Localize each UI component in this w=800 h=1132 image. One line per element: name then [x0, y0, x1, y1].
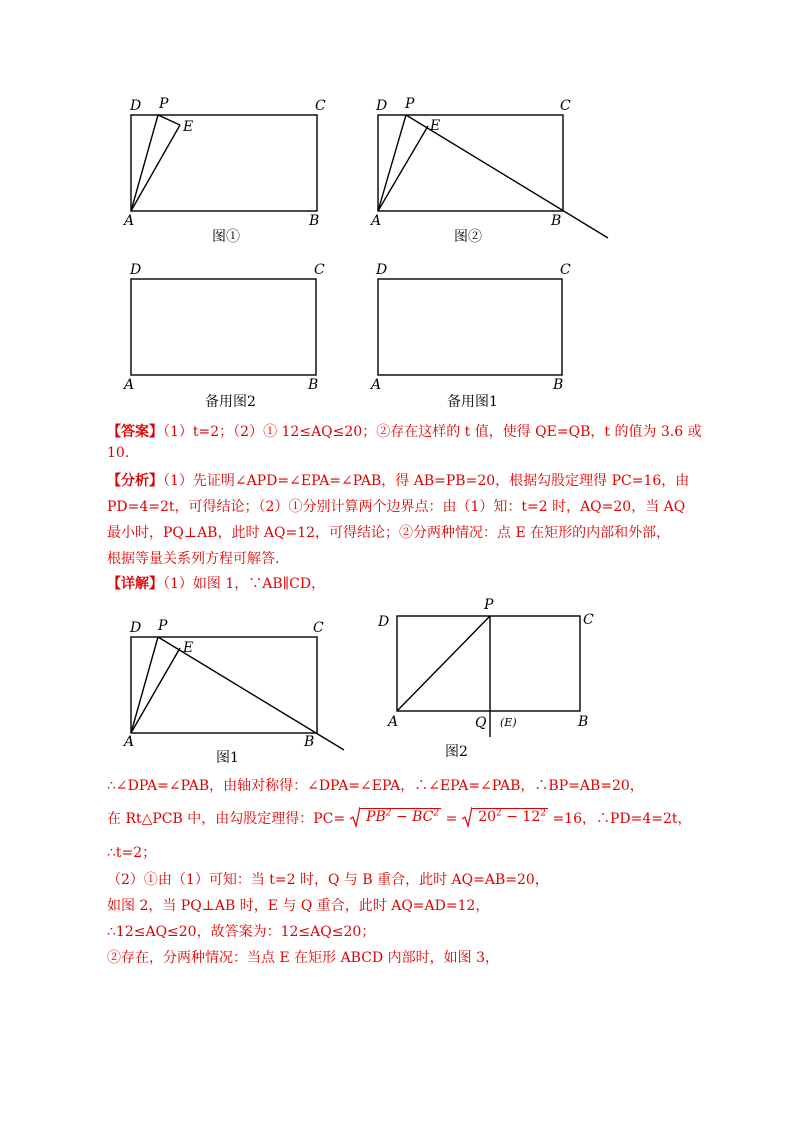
- caption-detail2: 图2: [445, 744, 468, 760]
- figure-2: [369, 96, 608, 245]
- detail-figure-1: [122, 618, 344, 766]
- analysis-tag: 【分析】: [107, 473, 163, 489]
- caption-fig2: 图②: [454, 229, 482, 245]
- segment-ae: [378, 126, 428, 211]
- label-b: B: [551, 213, 562, 229]
- sqrt1-exp1: 2: [385, 808, 392, 819]
- detail-intro-line: [107, 573, 325, 593]
- label-e: E: [183, 119, 194, 135]
- segment-ap: [131, 637, 158, 733]
- segment-ap: [131, 115, 158, 211]
- detail-step-4: （2）①由（1）可知：当 t=2 时，Q 与 B 重合，此时 AQ=AB=20，: [107, 872, 549, 888]
- label-c: C: [560, 98, 571, 114]
- label-d: D: [130, 98, 142, 114]
- rect-abcd: [378, 279, 562, 375]
- analysis-line-4: 根据等量关系列方程可解答.: [107, 551, 280, 567]
- answer-tag: 【答案】: [107, 424, 163, 440]
- sqrt1-base1: PB: [366, 809, 386, 825]
- figure-1: [122, 96, 326, 245]
- sqrt2-base1: 20: [478, 809, 497, 825]
- answer-text-1: （1）t=2；（2）① 12≤AQ≤20；②存在这样的 t 值，使得 QE=QB，t 的值为 3.6 或: [163, 424, 702, 440]
- segment-pe: [158, 115, 180, 125]
- segment-ae: [131, 648, 180, 733]
- label-e: E: [430, 118, 441, 134]
- caption-fig1: 图①: [212, 229, 240, 245]
- sqrt2-exp1: 2: [496, 808, 502, 819]
- label-a: A: [388, 714, 399, 730]
- detail-step-2: [107, 808, 692, 830]
- label-d: D: [378, 614, 390, 630]
- sqrt2-minus: −: [506, 809, 518, 825]
- sqrt1-base2: BC: [412, 809, 434, 825]
- detail-tag: 【详解】: [107, 576, 163, 592]
- spare-figure-2: [122, 262, 325, 410]
- label-d: D: [130, 620, 142, 636]
- label-p: P: [484, 597, 494, 613]
- analysis-line-2: PD=4=2t，可得结论；（2）①分别计算两个边界点：由（1）知：t=2 时，AQ=20，当 AQ: [107, 499, 686, 515]
- sqrt1-minus: −: [395, 809, 408, 825]
- label-a: A: [371, 377, 382, 393]
- radical-sign: [462, 806, 472, 828]
- rect-abcd: [131, 279, 316, 375]
- label-c: C: [314, 262, 325, 278]
- segment-ap: [378, 115, 406, 211]
- sqrt2-exp2: 2: [540, 808, 546, 819]
- sqrt1-exp2: 2: [433, 808, 440, 819]
- radical-sign: [350, 806, 360, 828]
- step2-suffix: =16，∴PD=4=2t，: [552, 811, 692, 827]
- step2-prefix: 在 Rt△PCB 中，由勾股定理得：PC=: [107, 811, 346, 827]
- label-a: A: [371, 213, 382, 229]
- analysis-line-3: 最小时，PQ⊥AB，此时 AQ=12，可得结论；②分两种情况：点 E 在矩形的内部和外部，: [107, 525, 671, 541]
- caption-spare2: 备用图2: [205, 394, 256, 410]
- label-b: B: [308, 377, 319, 393]
- segment-ae: [131, 125, 180, 211]
- segment-ap: [397, 616, 490, 711]
- label-e: (E): [500, 716, 517, 729]
- answer-line-2: 10.: [107, 445, 130, 461]
- detail-figure-2: [377, 597, 594, 760]
- label-p: P: [158, 618, 168, 634]
- label-b: B: [553, 377, 564, 393]
- label-d: D: [376, 262, 388, 278]
- caption-detail1: 图1: [216, 750, 239, 766]
- detail-step-5: 如图 2，当 PQ⊥AB 时，E 与 Q 重合，此时 AQ=AD=12，: [107, 898, 490, 914]
- label-a: A: [124, 213, 135, 229]
- label-b: B: [578, 714, 589, 730]
- analysis-text-1: （1）先证明∠APD=∠EPA=∠PAB，得 AB=PB=20，根据勾股定理得 PC=16，由: [163, 473, 690, 489]
- rect-abcd: [397, 616, 580, 711]
- detail-step-6: ∴12≤AQ≤20，故答案为：12≤AQ≤20；: [107, 924, 376, 940]
- label-c: C: [313, 620, 324, 636]
- caption-spare1: 备用图1: [447, 394, 498, 410]
- label-a: A: [124, 734, 135, 750]
- answer-line-1: [107, 421, 702, 441]
- label-c: C: [560, 262, 571, 278]
- label-c: C: [583, 612, 594, 628]
- label-d: D: [376, 98, 388, 114]
- spare-figure-1: [369, 262, 571, 410]
- sqrt-formula-2: [462, 806, 548, 828]
- detail-intro: （1）如图 1，∵AB∥CD，: [163, 576, 326, 592]
- formula-equals: =: [445, 811, 458, 827]
- detail-step-7: ②存在，分两种情况：当点 E 在矩形 ABCD 内部时，如图 3，: [107, 950, 499, 966]
- label-p: P: [159, 96, 169, 112]
- sqrt-formula-1: [350, 806, 442, 828]
- analysis-line-1: [107, 470, 689, 490]
- label-q: Q: [475, 715, 487, 731]
- detail-step-1: ∴∠DPA=∠PAB，由轴对称得：∠DPA=∠EPA，∴∠EPA=∠PAB，∴BP=AB=20，: [107, 778, 644, 794]
- label-a: A: [124, 377, 135, 393]
- label-b: B: [304, 734, 315, 750]
- label-p: P: [405, 96, 415, 112]
- label-e: E: [183, 640, 194, 656]
- label-d: D: [130, 262, 142, 278]
- label-c: C: [315, 98, 326, 114]
- detail-step-3: ∴t=2；: [107, 845, 157, 861]
- sqrt2-base2: 12: [522, 809, 541, 825]
- label-b: B: [309, 213, 320, 229]
